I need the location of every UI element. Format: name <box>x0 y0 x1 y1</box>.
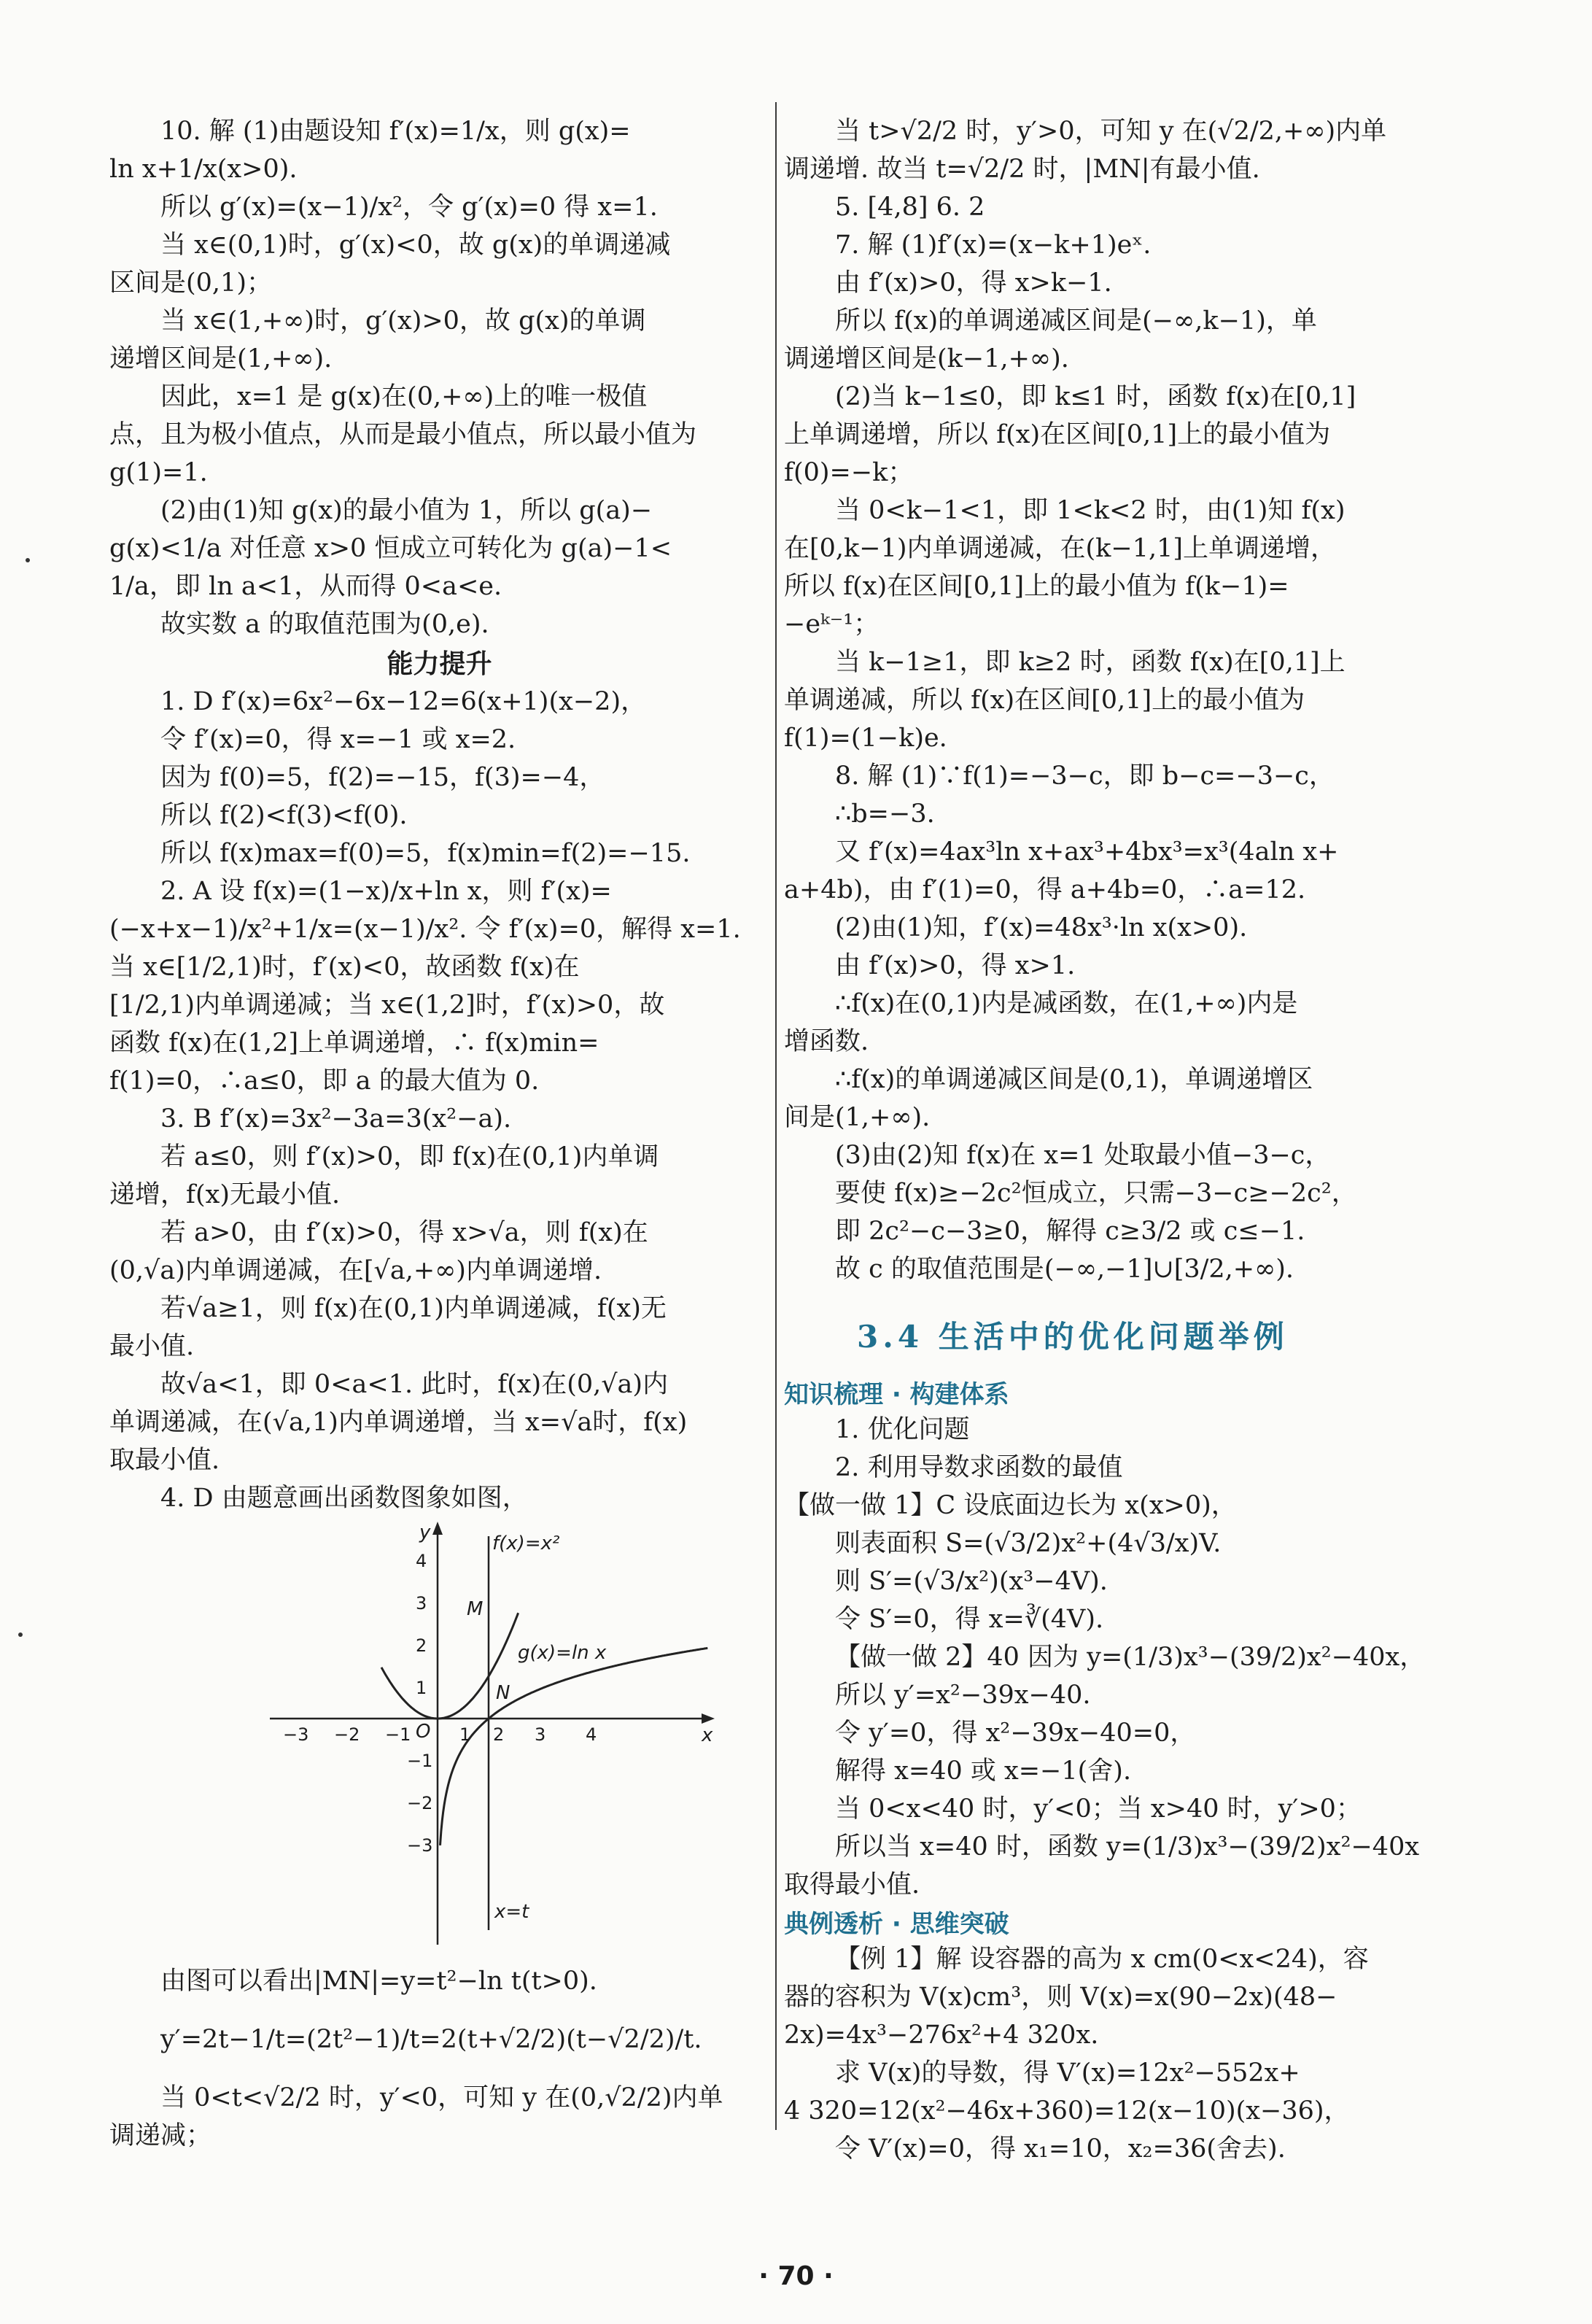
text-line: 函数 f(x)在(1,2]上单调递增，∴ f(x)min= <box>109 1029 599 1058</box>
text-line: 故√a<1，即 0<a<1. 此时，f(x)在(0,√a)内 <box>160 1370 669 1399</box>
x-tick-label: 2 <box>493 1724 505 1745</box>
text-line: 10. 解 (1)由题设知 f′(x)=1/x，则 g(x)= <box>160 117 631 146</box>
text-line: 若√a≥1，则 f(x)在(0,1)内单调递减，f(x)无 <box>160 1294 667 1323</box>
text-line: −eᵏ⁻¹； <box>784 610 880 639</box>
text-line: 由 f′(x)>0，得 x>k−1. <box>835 268 1112 298</box>
text-line: 故 c 的取值范围是(−∞,−1]∪[3/2,+∞). <box>835 1255 1294 1284</box>
text-line: 调递减； <box>109 2121 212 2150</box>
text-line: 当 0<t<√2/2 时，y′<0，可知 y 在(0,√2/2)内单 <box>160 2083 723 2112</box>
text-line: (0,√a)内单调递减，在[√a,+∞)内单调递增. <box>109 1256 602 1285</box>
y-tick-label: −3 <box>407 1835 433 1856</box>
text-line: ∴f(x)的单调递减区间是(0,1)，单调递增区 <box>835 1065 1313 1094</box>
text-line: f(1)=(1−k)e. <box>784 724 947 753</box>
text-line: 当 k−1≥1，即 k≥2 时，函数 f(x)在[0,1]上 <box>835 648 1346 677</box>
f-curve-label: f(x)=x² <box>492 1533 560 1554</box>
text-line: 点，且为极小值点，从而是最小值点，所以最小值为 <box>109 420 697 449</box>
text-line: f(0)=−k； <box>784 458 914 487</box>
text-line: 令 y′=0，得 x²−39x−40=0， <box>835 1719 1196 1748</box>
origin-label: O <box>416 1721 431 1743</box>
text-line: 区间是(0,1)； <box>109 268 272 298</box>
curve-g-ln-x <box>440 1648 708 1845</box>
text-line: 由图可以看出|MN|=y=t²−ln t(t>0). <box>160 1967 597 1996</box>
text-line: [1/2,1)内单调递减；当 x∈(1,2]时，f′(x)>0，故 <box>109 991 665 1020</box>
column-divider <box>775 102 777 2130</box>
g-curve-label: g(x)=ln x <box>518 1642 607 1664</box>
x-axis-label: x <box>702 1724 713 1746</box>
text-line: 取得最小值. <box>784 1870 920 1899</box>
text-line: 要使 f(x)≥−2c²恒成立，只需−3−c≥−2c²， <box>835 1179 1357 1208</box>
text-line: 调递增区间是(k−1,+∞). <box>784 344 1069 373</box>
text-line: 所以 g′(x)=(x−1)/x²，令 g′(x)=0 得 x=1. <box>160 193 658 222</box>
line-t-label: x=t <box>494 1901 529 1923</box>
text-line: 当 x∈(1,+∞)时，g′(x)>0，故 g(x)的单调 <box>160 306 646 336</box>
section-heading-ability: 能力提升 <box>387 649 492 679</box>
text-line: 器的容积为 V(x)cm³，则 V(x)=x(90−2x)(48− <box>784 1983 1337 2012</box>
text-line: 递增区间是(1,+∞). <box>109 344 333 373</box>
text-line: 当 x∈[1/2,1)时，f′(x)<0，故函数 f(x)在 <box>109 953 580 982</box>
text-line: 由 f′(x)>0，得 x>1. <box>835 951 1076 980</box>
page-number: · 70 · <box>758 2261 834 2291</box>
point-n-label: N <box>496 1682 510 1704</box>
text-line: 所以 f(2)<f(3)<f(0). <box>160 801 408 830</box>
y-axis-label: y <box>419 1522 431 1543</box>
y-axis-arrow <box>432 1522 443 1535</box>
scan-speck <box>26 558 30 562</box>
text-line: f(1)=0，∴a≤0，即 a 的最大值为 0. <box>109 1066 540 1096</box>
text-line: 间是(1,+∞). <box>784 1103 931 1132</box>
y-tick-label: −1 <box>407 1751 433 1771</box>
text-line: 令 S′=0，得 x=∛(4V). <box>835 1605 1104 1634</box>
text-line: 所以 f(x)max=f(0)=5，f(x)min=f(2)=−15. <box>160 839 691 868</box>
text-line: 2. 利用导数求函数的最值 <box>835 1453 1123 1482</box>
text-line: 令 V′(x)=0，得 x₁=10，x₂=36(舍去). <box>835 2134 1286 2164</box>
text-line: 4. D 由题意画出函数图象如图， <box>160 1484 528 1513</box>
text-line: 令 f′(x)=0，得 x=−1 或 x=2. <box>160 725 516 754</box>
text-line: 所以当 x=40 时，函数 y=(1/3)x³−(39/2)x²−40x <box>835 1832 1420 1862</box>
x-tick-label: −2 <box>334 1724 360 1745</box>
text-line: 调递增. 故当 t=√2/2 时，|MN|有最小值. <box>784 155 1260 184</box>
text-line: 1/a，即 ln a<1，从而得 0<a<e. <box>109 572 502 601</box>
text-line: 2. A 设 f(x)=(1−x)/x+ln x，则 f′(x)= <box>160 877 612 906</box>
y-tick-label: −2 <box>407 1793 433 1813</box>
text-line: 最小值. <box>109 1332 195 1361</box>
text-line: ∴b=−3. <box>835 799 935 829</box>
text-line: 在[0,k−1)内单调递减，在(k−1,1]上单调递增， <box>784 534 1337 563</box>
text-line: 【做一做 1】C 设底面边长为 x(x>0)， <box>784 1491 1237 1520</box>
text-line: 当 x∈(0,1)时，g′(x)<0，故 g(x)的单调递减 <box>160 231 671 260</box>
text-line: 单调递减，所以 f(x)在区间[0,1]上的最小值为 <box>784 686 1305 715</box>
text-line: 5. [4,8] 6. 2 <box>835 193 985 222</box>
text-line: 又 f′(x)=4ax³ln x+ax³+4bx³=x³(4aln x+ <box>835 837 1339 867</box>
y-tick-label: 1 <box>416 1678 427 1698</box>
y-tick-label: 2 <box>416 1635 427 1656</box>
x-axis-arrow <box>702 1713 715 1724</box>
function-graph <box>270 1522 722 1952</box>
text-line: 8. 解 (1)∵f(1)=−3−c，即 b−c=−3−c， <box>835 762 1335 791</box>
text-line: 【例 1】解 设容器的高为 x cm(0<x<24)，容 <box>835 1945 1369 1974</box>
x-tick-label: −3 <box>283 1724 309 1745</box>
text-line: 解得 x=40 或 x=−1(舍). <box>835 1756 1132 1786</box>
text-line: 1. D f′(x)=6x²−6x−12=6(x+1)(x−2)， <box>160 687 647 716</box>
text-line: 上单调递增，所以 f(x)在区间[0,1]上的最小值为 <box>784 420 1331 449</box>
text-line: 因此，x=1 是 g(x)在(0,+∞)上的唯一极值 <box>160 382 648 411</box>
text-line: 单调递减，在(√a,1)内单调递增，当 x=√a时，f(x) <box>109 1408 688 1437</box>
y-tick-label: 3 <box>416 1593 427 1614</box>
text-line: 当 0<k−1<1，即 1<k<2 时，由(1)知 f(x) <box>835 496 1346 525</box>
y-tick-label: 4 <box>416 1551 427 1571</box>
x-tick-label: 4 <box>586 1724 597 1745</box>
text-line: 当 t>√2/2 时，y′>0，可知 y 在(√2/2,+∞)内单 <box>835 117 1387 146</box>
text-line: 取最小值. <box>109 1446 220 1475</box>
text-line: ln x+1/x(x>0). <box>109 155 298 184</box>
text-line: 当 0<x<40 时，y′<0；当 x>40 时，y′>0； <box>835 1794 1362 1824</box>
left-column <box>109 109 769 2159</box>
text-line: g(x)<1/a 对任意 x>0 恒成立可转化为 g(a)−1< <box>109 534 672 563</box>
text-line: 则表面积 S=(√3/2)x²+(4√3/x)V. <box>835 1529 1222 1558</box>
text-line: 所以 f(x)的单调递减区间是(−∞,k−1)，单 <box>835 306 1317 336</box>
text-line: 4 320=12(x²−46x+360)=12(x−10)(x−36)， <box>784 2096 1350 2126</box>
text-line: 【做一做 2】40 因为 y=(1/3)x³−(39/2)x²−40x， <box>835 1643 1426 1672</box>
text-line: 2x)=4x³−276x²+4 320x. <box>784 2021 1099 2050</box>
text-line: ∴f(x)在(0,1)内是减函数，在(1,+∞)内是 <box>835 989 1298 1018</box>
point-m-label: M <box>467 1598 484 1620</box>
text-line: 若 a>0，由 f′(x)>0，得 x>√a，则 f(x)在 <box>160 1218 648 1247</box>
text-line: 7. 解 (1)f′(x)=(x−k+1)eˣ. <box>835 231 1152 260</box>
text-line: (2)由(1)知，f′(x)=48x³·ln x(x>0). <box>835 913 1248 942</box>
text-line: g(1)=1. <box>109 458 208 487</box>
x-tick-label: 1 <box>459 1724 471 1745</box>
text-line: 1. 优化问题 <box>835 1415 970 1444</box>
text-line: (2)当 k−1≤0，即 k≤1 时，函数 f(x)在[0,1] <box>835 382 1356 411</box>
text-line: (2)由(1)知 g(x)的最小值为 1，所以 g(a)− <box>160 496 653 525</box>
text-line: 所以 f(x)在区间[0,1]上的最小值为 f(k−1)= <box>784 572 1289 601</box>
right-column <box>784 109 1462 2172</box>
subsection-heading-examples: 典例透析 · 思维突破 <box>784 1910 1009 1939</box>
text-line: 3. B f′(x)=3x²−3a=3(x²−a). <box>160 1104 512 1134</box>
scan-speck <box>18 1632 23 1637</box>
x-tick-label: −1 <box>385 1724 411 1745</box>
text-line: 增函数. <box>784 1027 869 1056</box>
section-title: 3.4 生活中的优化问题举例 <box>857 1319 1289 1355</box>
text-line: 即 2c²−c−3≥0，解得 c≥3/2 或 c≤−1. <box>835 1217 1305 1246</box>
text-line: 故实数 a 的取值范围为(0,e). <box>160 610 489 639</box>
text-line: a+4b)，由 f′(1)=0，得 a+4b=0，∴a=12. <box>784 875 1306 905</box>
text-line: (3)由(2)知 f(x)在 x=1 处取最小值−3−c， <box>835 1141 1331 1170</box>
text-line: 因为 f(0)=5，f(2)=−15，f(3)=−4， <box>160 763 605 792</box>
text-line: 所以 y′=x²−39x−40. <box>835 1681 1091 1710</box>
text-line: y′=2t−1/t=(2t²−1)/t=2(t+√2/2)(t−√2/2)/t. <box>160 2025 702 2054</box>
x-tick-label: 3 <box>535 1724 546 1745</box>
text-line: 递增，f(x)无最小值. <box>109 1180 341 1209</box>
text-line: (−x+x−1)/x²+1/x=(x−1)/x². 令 f′(x)=0，解得 x=1. <box>109 915 741 944</box>
text-line: 若 a≤0，则 f′(x)>0，即 f(x)在(0,1)内单调 <box>160 1142 659 1171</box>
subsection-heading-knowledge: 知识梳理 · 构建体系 <box>784 1380 1009 1409</box>
text-line: 则 S′=(√3/x²)(x³−4V). <box>835 1567 1108 1596</box>
text-line: 求 V(x)的导数，得 V′(x)=12x²−552x+ <box>835 2058 1300 2088</box>
